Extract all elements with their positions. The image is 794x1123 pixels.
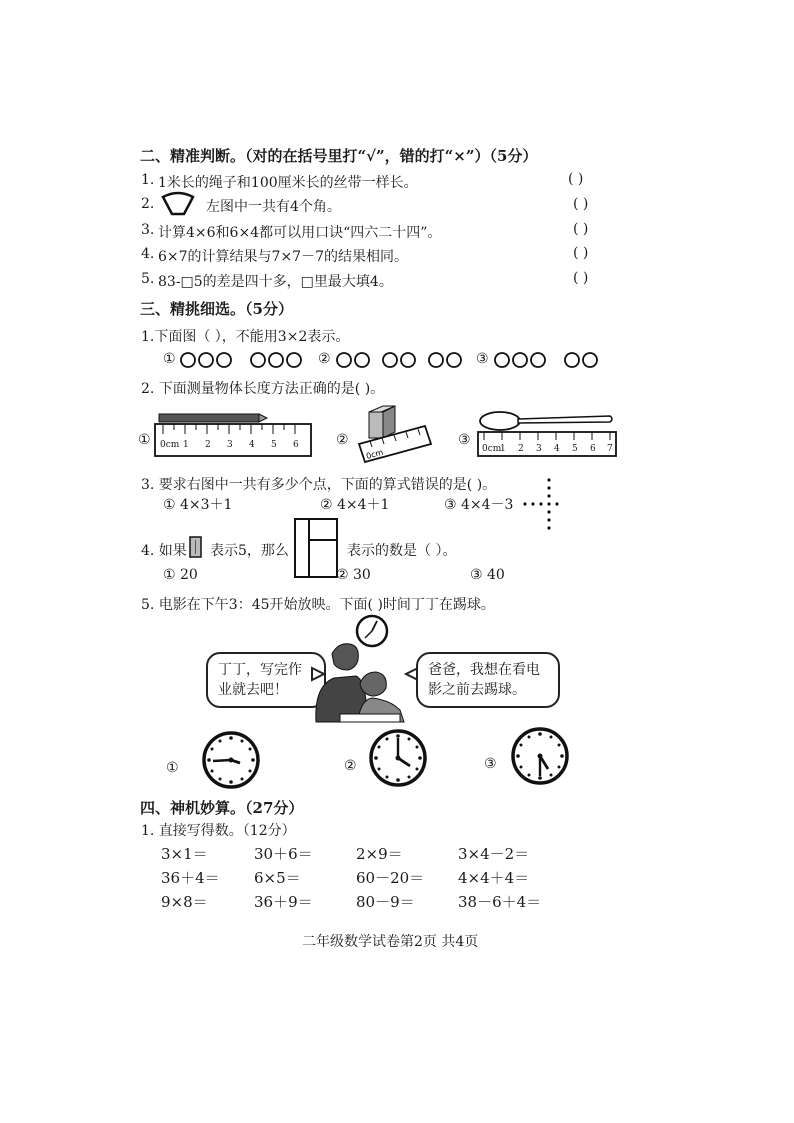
ruler3-tick-1: 1 xyxy=(500,444,506,454)
s2-q2-text: 左图中一共有4个角。 xyxy=(206,199,341,215)
ruler1-tick-3: 3 xyxy=(227,440,233,450)
calc-r3-c4: 38－6＋4＝ xyxy=(458,893,542,911)
trapezoid-shape-icon xyxy=(160,191,196,217)
page-footer: 二年级数学试卷第2页 共4页 xyxy=(302,934,479,950)
section2-title: 二、精准判断。（对的在括号里打“√”，错的打“×”）（5分） xyxy=(140,147,538,165)
child-speech-line1: 爸爸，我想在看电 xyxy=(428,662,540,678)
section4-title: 四、神机妙算。（27分） xyxy=(140,799,304,817)
box-tilted-ruler-figure xyxy=(355,404,435,464)
s2-q5-num: 5. xyxy=(141,271,155,287)
s2-q2-answer-paren[interactable]: ( ) xyxy=(573,196,589,212)
ruler1-tick-2: 2 xyxy=(205,440,211,450)
s3-q3-option2[interactable]: ② 4×4＋1 xyxy=(320,497,390,513)
square-grid-figure xyxy=(294,518,338,578)
s3-q2-option3-label[interactable]: ③ xyxy=(458,432,471,448)
s3-q3-option3[interactable]: ③ 4×4－3 xyxy=(444,497,514,513)
calc-r1-c4: 3×4－2＝ xyxy=(458,845,530,863)
s3-q4-option3[interactable]: ③ 40 xyxy=(470,567,505,583)
s3-q5-option2-label[interactable]: ② xyxy=(344,758,357,774)
s3-q1-text: 1.下面图（ ），不能用3×2表示。 xyxy=(141,329,350,345)
ruler3-tick-3: 3 xyxy=(536,444,542,454)
clock-option1-icon xyxy=(201,730,261,790)
clock-option3-icon xyxy=(510,726,570,786)
s3-q1-option1-label[interactable]: ① xyxy=(163,351,176,367)
ruler3-zero-label: 0cm xyxy=(482,444,502,454)
s3-q1-option3-label[interactable]: ③ xyxy=(476,351,489,367)
s3-q4-option1[interactable]: ① 20 xyxy=(163,567,198,583)
s3-q5-option3-label[interactable]: ③ xyxy=(484,756,497,772)
calc-r2-c4: 4×4＋4＝ xyxy=(458,869,530,887)
s2-q2-num: 2. xyxy=(141,196,155,212)
child-speech-line2: 影之前去踢球。 xyxy=(428,682,526,698)
s3-q3-option1[interactable]: ① 4×3＋1 xyxy=(163,497,233,513)
ruler1-tick-5: 5 xyxy=(271,440,277,450)
s2-q3-answer-paren[interactable]: ( ) xyxy=(573,221,589,237)
ruler-pencil-figure xyxy=(155,410,313,458)
dot-cross-figure xyxy=(522,476,562,534)
svg-text:0cm: 0cm xyxy=(365,447,385,461)
s3-q2-option2-label[interactable]: ② xyxy=(336,432,349,448)
ruler3-tick-4: 4 xyxy=(554,444,560,454)
s3-q4-text-a: 4. 如果 xyxy=(141,543,187,559)
circles-group-option1 xyxy=(180,351,310,369)
s3-q3-text: 3. 要求右图中一共有多少个点，下面的算式错误的是( )。 xyxy=(141,477,497,493)
s2-q1-text: 1米长的绳子和100厘米长的丝带一样长。 xyxy=(158,175,418,191)
ruler1-zero-label: 0cm xyxy=(160,440,180,450)
calc-r2-c2: 6×5＝ xyxy=(254,869,301,887)
calc-r3-c2: 36＋9＝ xyxy=(254,893,313,911)
s2-q1-answer-paren[interactable]: ( ) xyxy=(568,171,584,187)
calc-r2-c3: 60－20＝ xyxy=(356,869,425,887)
s2-q3-num: 3. xyxy=(141,222,155,238)
s3-q4-text-b: 表示5，那么 xyxy=(210,543,289,559)
circles-group-option2 xyxy=(336,351,466,369)
child-speech-bubble xyxy=(416,652,560,708)
s2-q3-text: 计算4×6和6×4都可以用口诀“四六二十四”。 xyxy=(158,225,442,241)
s3-q4-text-c: 表示的数是（ ）。 xyxy=(347,543,457,559)
ruler3-tick-6: 6 xyxy=(590,444,596,454)
calc-r1-c2: 30＋6＝ xyxy=(254,845,313,863)
father-child-illustration xyxy=(308,640,408,722)
father-speech-line2: 业就去吧！ xyxy=(218,682,288,698)
s3-q2-option1-label[interactable]: ① xyxy=(138,432,151,448)
s2-q5-text: 83-□5的差是四十多，□里最大填4。 xyxy=(158,274,393,290)
father-speech-line1: 丁丁，写完作 xyxy=(218,662,302,678)
s3-q4-option2[interactable]: ② 30 xyxy=(336,567,371,583)
section3-title: 三、精挑细选。（5分） xyxy=(140,300,293,318)
ruler3-tick-2: 2 xyxy=(518,444,524,454)
s3-q2-text: 2. 下面测量物体长度方法正确的是( )。 xyxy=(141,381,385,397)
calc-r3-c1: 9×8＝ xyxy=(161,893,208,911)
s3-q5-option1-label[interactable]: ① xyxy=(166,760,179,776)
circles-group-option3 xyxy=(494,351,604,369)
s4-sub1-title: 1. 直接写得数。（12分） xyxy=(141,823,296,839)
s2-q4-answer-paren[interactable]: ( ) xyxy=(573,245,589,261)
ruler3-tick-5: 5 xyxy=(572,444,578,454)
s2-q1-num: 1. xyxy=(141,172,155,188)
s2-q4-text: 6×7的计算结果与7×7－7的结果相同。 xyxy=(158,249,408,265)
calc-r1-c3: 2×9＝ xyxy=(356,845,403,863)
s2-q4-num: 4. xyxy=(141,246,155,262)
small-bar-icon xyxy=(189,536,203,558)
ruler3-tick-7: 7 xyxy=(607,444,613,454)
calc-r2-c1: 36＋4＝ xyxy=(161,869,220,887)
clock-option2-icon xyxy=(368,728,428,788)
s2-q5-answer-paren[interactable]: ( ) xyxy=(573,270,589,286)
calc-r1-c1: 3×1＝ xyxy=(161,845,208,863)
ruler1-tick-6: 6 xyxy=(293,440,299,450)
ruler1-tick-4: 4 xyxy=(249,440,255,450)
ruler1-tick-1: 1 xyxy=(183,440,189,450)
s3-q1-option2-label[interactable]: ② xyxy=(318,351,331,367)
calc-r3-c3: 80－9＝ xyxy=(356,893,415,911)
s3-q5-text: 5. 电影在下午3：45开始放映。下面( )时间丁丁在踢球。 xyxy=(141,597,495,613)
